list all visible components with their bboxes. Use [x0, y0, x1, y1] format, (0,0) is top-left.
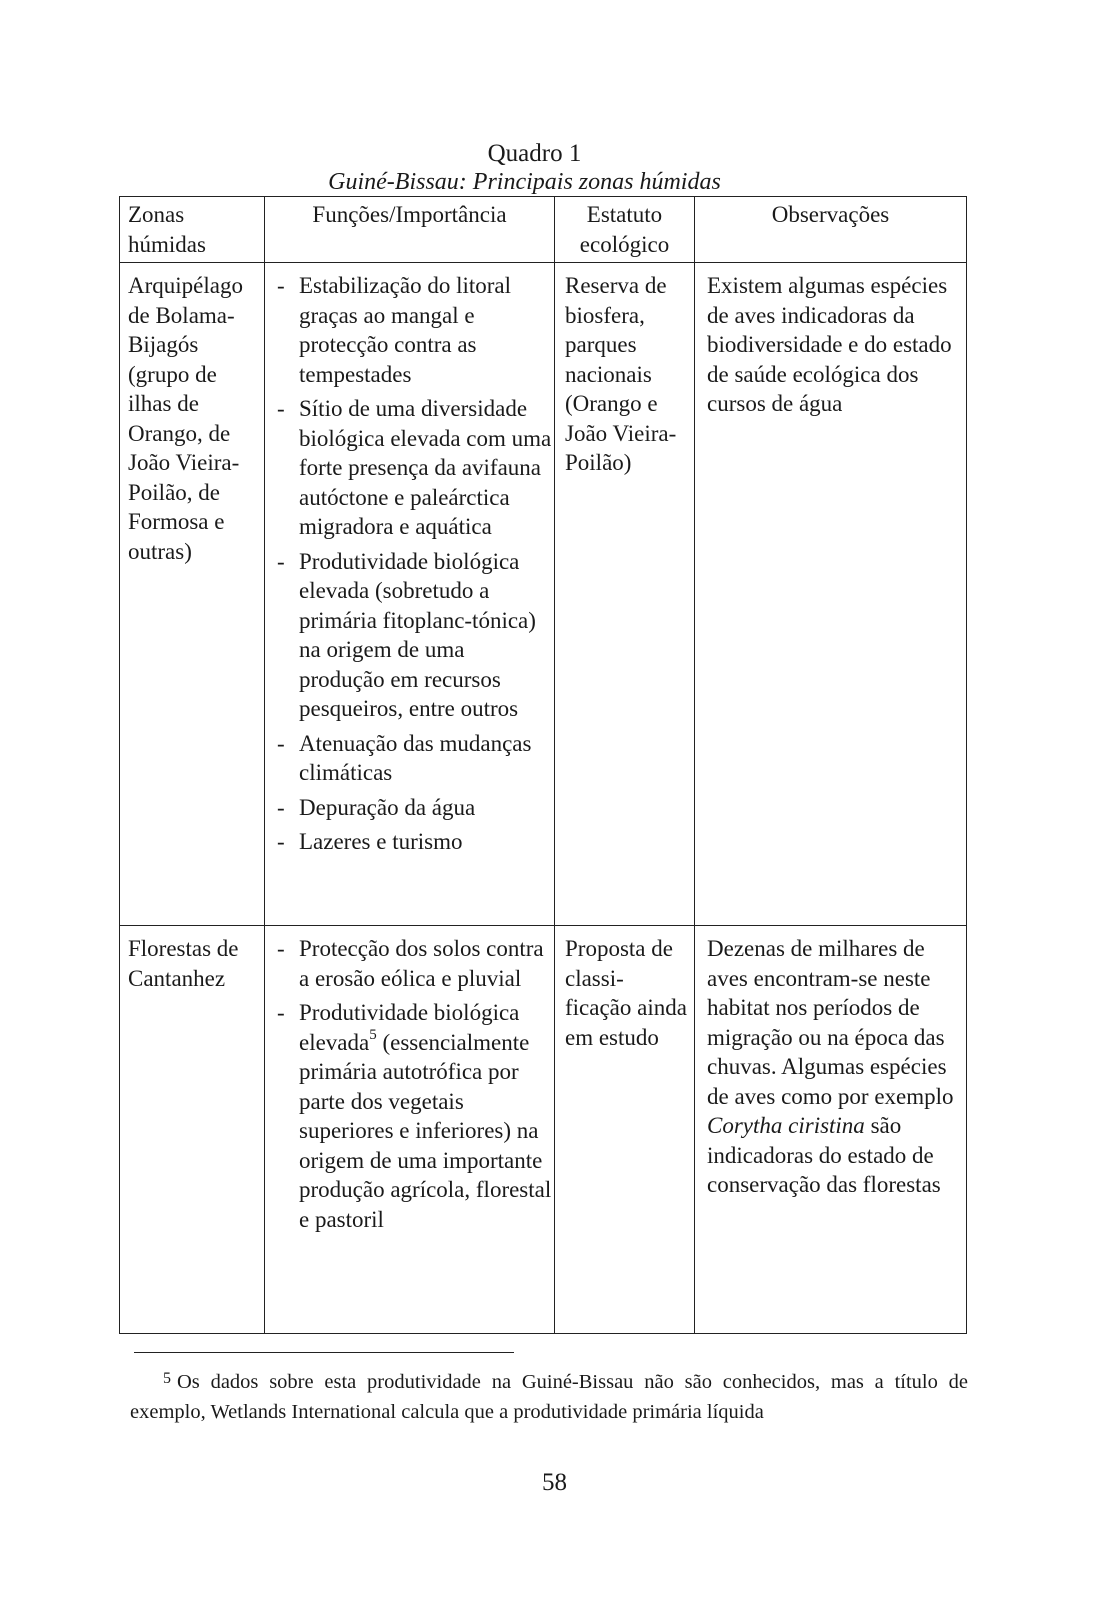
list-item-text: Produtividade biológica elevada [299, 1000, 520, 1055]
zone-cell: Florestas de Cantanhez [120, 926, 265, 1334]
notes-text: Dezenas de milhares de aves encontram-se neste habitat nos períodos de migração ou na época das chuvas. Algumas espécies de aves como por exemplo [707, 936, 954, 1109]
list-item: - Produtividade biológica elevada (sobretudo a primária fitoplanc-tónica) na origem de uma produção em recursos pesqueiros, entre outros [271, 547, 552, 724]
header-status: Estatuto ecológico [555, 197, 695, 263]
footnote [130, 1368, 968, 1427]
status-cell: Reserva de biosfera, parques nacionais (Orango e João Vieira-Poilão) [555, 263, 695, 926]
functions-list [271, 271, 552, 857]
list-item: - Protecção dos solos contra a erosão eólica e pluvial [271, 934, 552, 993]
wetlands-table [119, 196, 967, 1334]
footnote-text: Os dados sobre esta produtividade na Guiné-Bissau não são conhecidos, mas a título de exemplo, Wetlands International calcula que a produtividade primária líquida [130, 1371, 968, 1423]
list-item: - Estabilização do litoral graças ao mangal e protecção contra as tempestades [271, 271, 552, 389]
notes-text-end: são indicadoras do estado de conservação das florestas [707, 1113, 941, 1197]
page-number: 58 [542, 1469, 567, 1496]
species-name: Corytha ciristina [707, 1113, 865, 1138]
list-item: - Atenuação das mudanças climáticas [271, 729, 552, 788]
list-item [271, 998, 552, 1234]
functions-cell [265, 263, 555, 926]
table-caption-title: Guiné-Bissau: Principais zonas húmidas [328, 169, 721, 195]
table-header-row [120, 197, 967, 263]
footnote-reference: 5 [369, 1026, 377, 1043]
footnote-mark: 5 [163, 1370, 171, 1387]
functions-cell [265, 926, 555, 1334]
list-item-continuation: (essencialmente primária autotrófica por parte dos vegetais superiores e inferiores) na origem de uma importante produção agrícola, florestal e pastoril [299, 1029, 552, 1232]
header-zones: Zonas húmidas [120, 197, 265, 263]
header-functions: Funções/Importância [265, 197, 555, 263]
list-item: - Depuração da água [271, 793, 552, 823]
table-caption-label: Quadro 1 [487, 140, 582, 167]
zone-cell: Arquipélago de Bolama-Bijagós (grupo de ilhas de Orango, de João Vieira-Poilão, de Formosa e outras) [120, 263, 265, 926]
table-row [120, 926, 967, 1334]
footnote-divider [134, 1352, 514, 1353]
notes-cell: Existem algumas espécies de aves indicadoras da biodiversidade e do estado de saúde ecológica dos cursos de água [695, 263, 967, 926]
notes-cell [695, 926, 967, 1334]
table-row [120, 263, 967, 926]
list-item: - Sítio de uma diversidade biológica elevada com uma forte presença da avifauna autóctone e paleárctica migradora e aquática [271, 394, 552, 542]
functions-list [271, 934, 552, 1234]
status-cell: Proposta de classi-ficação ainda em estudo [555, 926, 695, 1334]
header-notes: Observações [695, 197, 967, 263]
list-item: - Lazeres e turismo [271, 827, 552, 857]
